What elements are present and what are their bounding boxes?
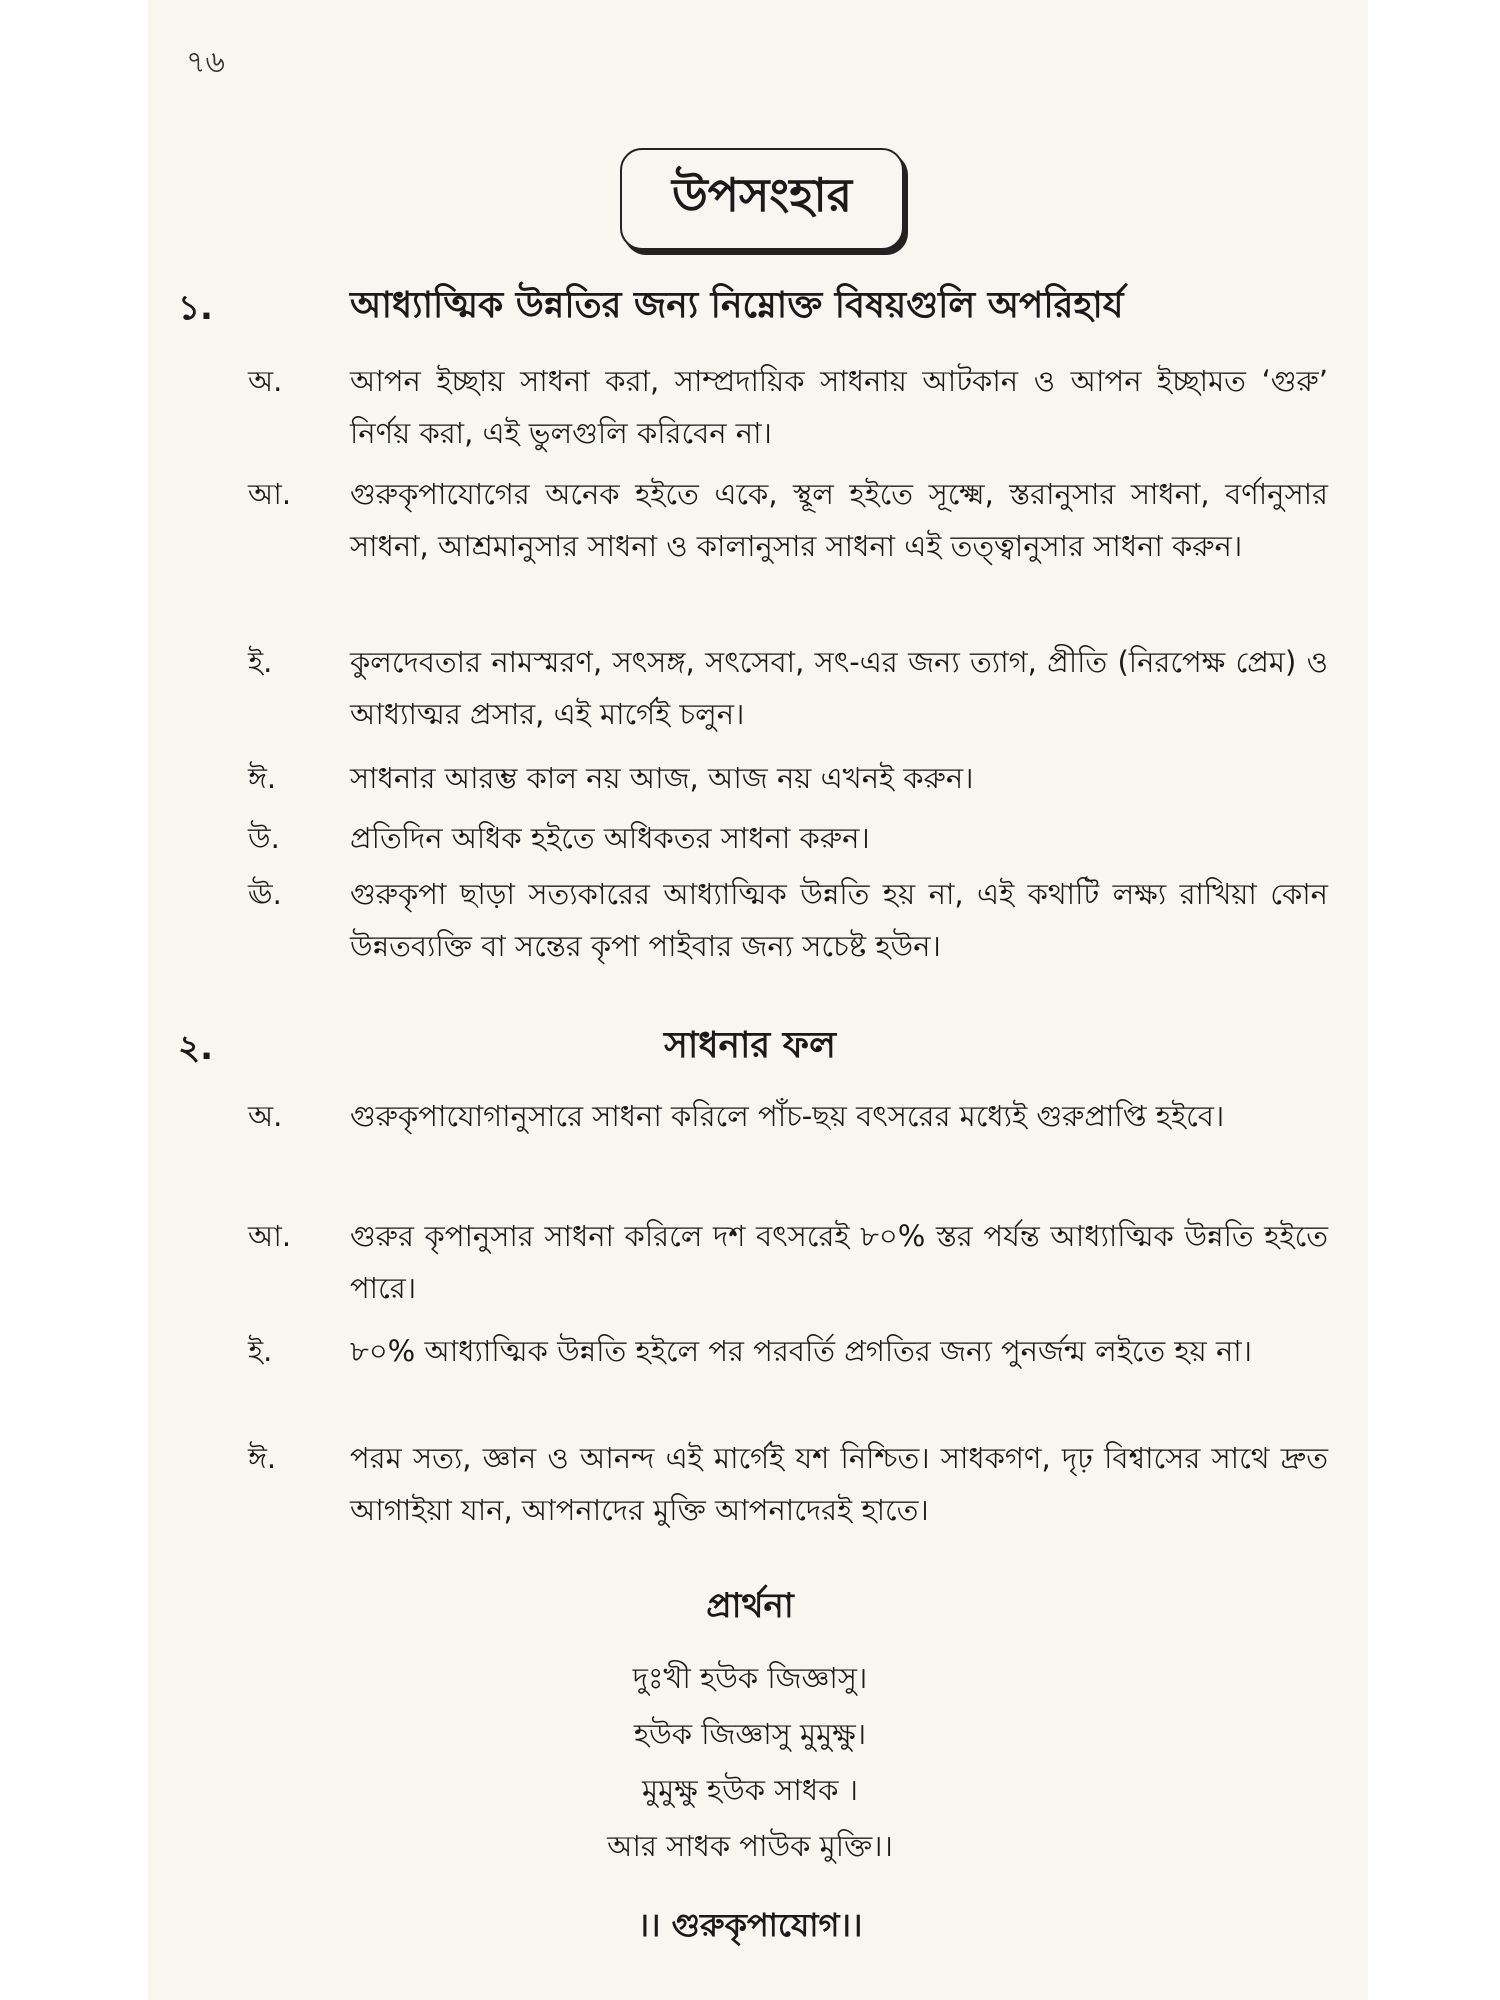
item-text: গুরুকৃপাযোগের অনেক হইতে একে, স্থূল হইতে সূক্ষ্মে, স্তরানুসার সাধনা, বর্ণানুসার সাধনা, আশ্রমানুসার সাধনা ও কালানুসার সাধনা এই তত্ত্বানুসার সাধনা করুন।	[350, 477, 1328, 563]
item-text: কুলদেবতার নামস্মরণ, সৎসঙ্গ, সৎসেবা, সৎ-এর জন্য ত্যাগ, প্রীতি (নিরপেক্ষ প্রেম) ও আধ্যাত্মর প্রসার, এই মার্গেই চলুন।	[350, 645, 1328, 731]
page-number: ৭৬	[186, 45, 226, 80]
item-text: গুরুকৃপা ছাড়া সত্যকারের আধ্যাত্মিক উন্নতি হয় না, এই কথাটি লক্ষ্য রাখিয়া কোন উন্নতব্যক্তি বা সন্তের কৃপা পাইবার জন্য সচেষ্ট হউন।	[350, 877, 1328, 963]
list-item	[248, 812, 1328, 864]
item-text: গুরুর কৃপানুসার সাধনা করিলে দশ বৎসরেই ৮০% স্তর পর্যন্ত আধ্যাত্মিক উন্নতি হইতে পারে।	[350, 1219, 1328, 1305]
list-item	[248, 468, 1328, 572]
section-1-heading: আধ্যাত্মিক উন্নতির জন্য নিম্নোক্ত বিষয়গুলি অপরিহার্য	[350, 285, 1124, 326]
list-item	[248, 1090, 1328, 1142]
list-item	[248, 868, 1328, 972]
item-text: গুরুকৃপাযোগানুসারে সাধনা করিলে পাঁচ-ছয় বৎসরের মধ্যেই গুরুপ্রাপ্তি হইবে।	[350, 1099, 1225, 1133]
item-label: আ.	[248, 1219, 292, 1253]
prayer-line: মুমুক্ষু হউক সাধক ।	[642, 1773, 858, 1807]
item-label: আ.	[248, 477, 292, 511]
list-item	[248, 752, 1328, 804]
section-1-number: ১.	[178, 288, 213, 328]
item-text: সাধনার আরম্ভ কাল নয় আজ, আজ নয় এখনই করুন।	[350, 761, 974, 795]
item-text: আপন ইচ্ছায় সাধনা করা, সাম্প্রদায়িক সাধনায় আটকান ও আপন ইচ্ছামত ‘গুরু’ নির্ণয় করা, এই ভুলগুলি করিবেন না।	[350, 364, 1328, 450]
section-2-heading: সাধনার ফল	[664, 1025, 836, 1066]
item-label: ঈ.	[248, 761, 277, 795]
item-label: উ.	[248, 821, 280, 855]
item-text: ৮০% আধ্যাত্মিক উন্নতি হইলে পর পরবর্তি প্রগতির জন্য পুনর্জন্ম লইতে হয় না।	[350, 1334, 1253, 1368]
item-label: অ.	[248, 364, 283, 398]
item-label: ঈ.	[248, 1441, 277, 1475]
item-text: প্রতিদিন অধিক হইতে অধিকতর সাধনা করুন।	[350, 821, 870, 855]
item-label: ই.	[248, 645, 273, 679]
prayer-line: দুঃখী হউক জিজ্ঞাসু।	[632, 1661, 868, 1695]
prayer-line: হউক জিজ্ঞাসু মুমুক্ষু।	[633, 1717, 867, 1751]
item-label: ঊ.	[248, 877, 282, 911]
item-label: অ.	[248, 1099, 283, 1133]
item-label: ই.	[248, 1334, 273, 1368]
item-text: পরম সত্য, জ্ঞান ও আনন্দ এই মার্গেই যশ নিশ্চিত। সাধকগণ, দৃঢ় বিশ্বাসের সাথে দ্রুত আগাইয়া যান, আপনাদের মুক্তি আপনাদেরই হাতে।	[350, 1441, 1328, 1527]
list-item	[248, 1325, 1328, 1377]
list-item	[248, 355, 1328, 459]
prayer-line: আর সাধক পাউক মুক্তি।।	[607, 1829, 893, 1863]
list-item	[248, 1210, 1328, 1314]
closing-line: ।। গুরুকৃপাযোগ।।	[637, 1906, 863, 1944]
list-item	[248, 636, 1328, 740]
list-item	[248, 1432, 1328, 1536]
section-2-number: ২.	[178, 1028, 214, 1068]
chapter-title: উপসংহার	[620, 148, 904, 250]
prayer-heading: প্রার্থনা	[706, 1586, 794, 1626]
